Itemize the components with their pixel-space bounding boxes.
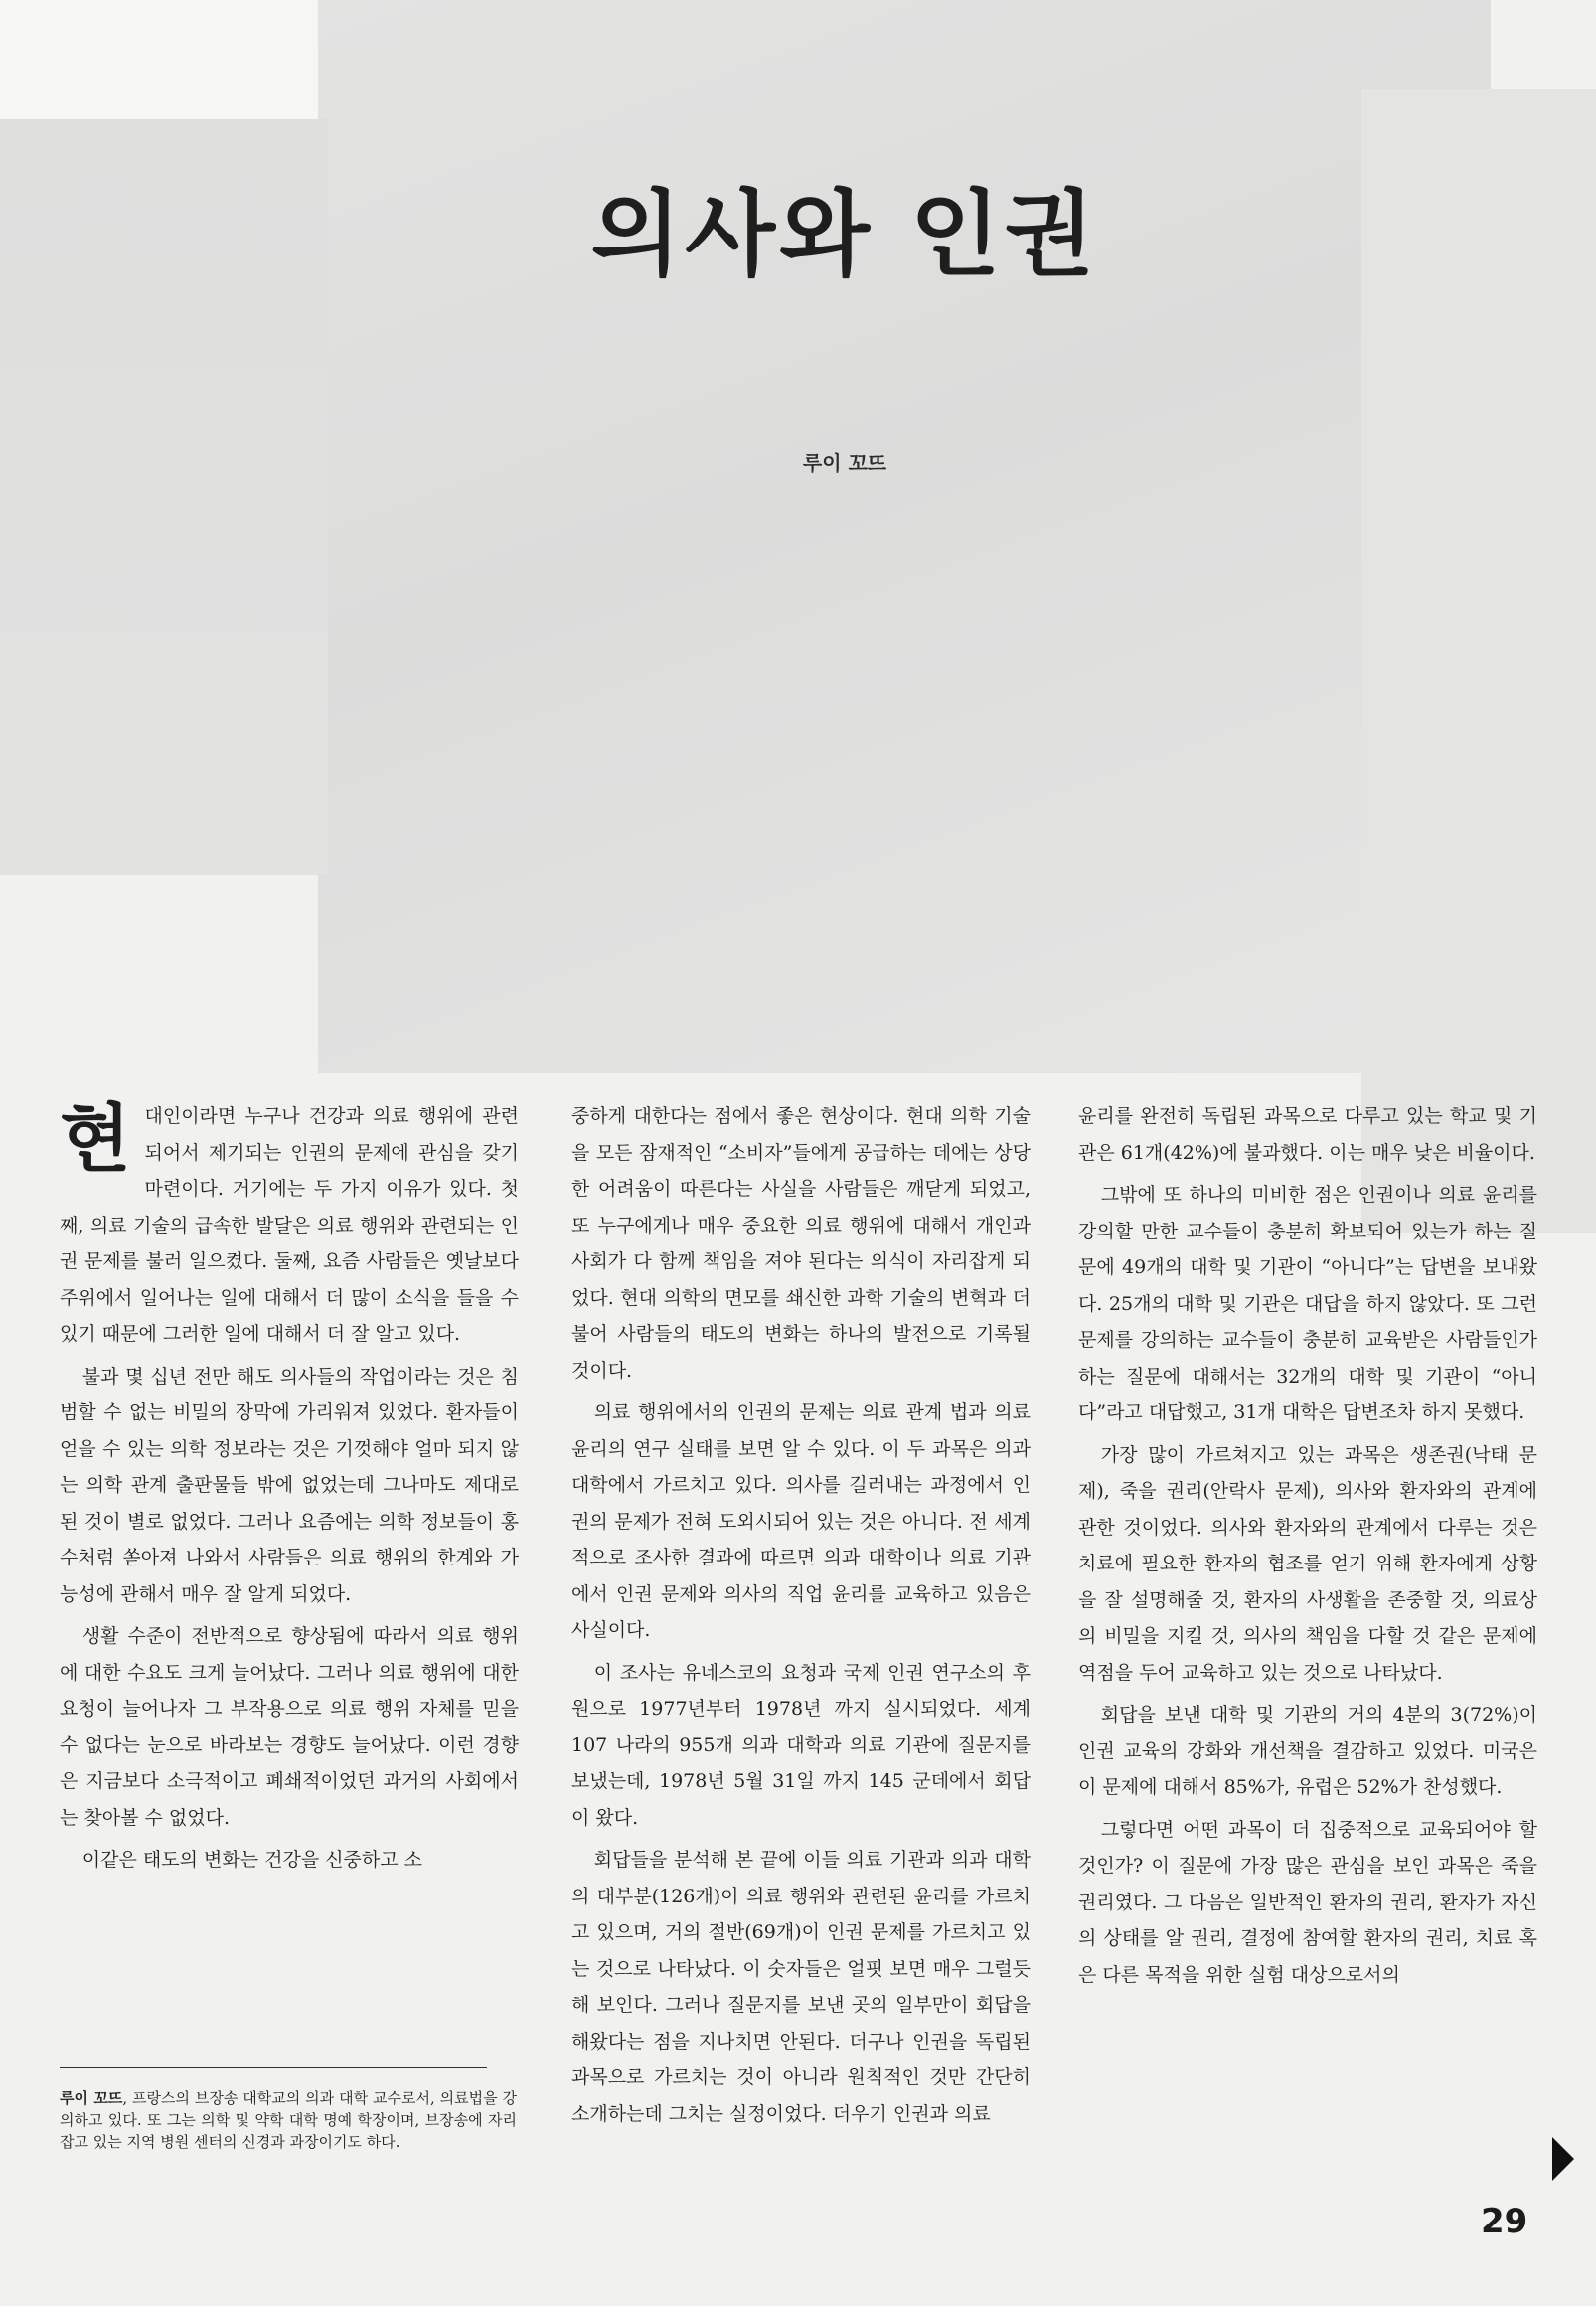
paragraph: 의료 행위에서의 인권의 문제는 의료 관계 법과 의료 윤리의 연구 실태를 보면 알 수 있다. 이 두 과목은 의과 대학에서 가르치고 있다. 의사를 길러내는 과정에서 인권의 문제가 전혀 도외시되어 있는 것은 아니다. 전 세계적으로 조사한 결과에 따르면 의과 대학이나 의료 기관에서 인권 문제와 의사의 직업 윤리를 교육하고 있음은 사실이다. bbox=[571, 1401, 1031, 1641]
text-column-3 bbox=[1078, 1098, 1537, 1993]
paragraph: 그렇다면 어떤 과목이 더 집중적으로 교육되어야 할 것인가? 이 질문에 가장 많은 관심을 보인 과목은 죽을 권리였다. 그 다음은 일반적인 환자의 권리, 환자가 자신의 상태를 알 권리, 결정에 참여할 환자의 권리, 치료 혹은 다른 목적을 위한 실험 대상으로서의 bbox=[1078, 1818, 1537, 1986]
paragraph: 이같은 태도의 변화는 건강을 신중하고 소 bbox=[81, 1849, 423, 1871]
paragraph: 회답들을 분석해 본 끝에 이들 의료 기관과 의과 대학의 대부분(126개)이 의료 행위와 관련된 윤리를 가르치고 있으며, 거의 절반(69개)이 인권 문제를 가르치고 있는 것으로 나타났다. 이 숫자들은 얼핏 보면 매우 그럴듯해 보인다. 그러나 질문지를 보낸 곳의 일부만이 회답을 해왔다는 점을 지나치면 안된다. 더구나 인권을 독립된 과목으로 가르치는 것이 아니라 원칙적인 것만 간단히 소개하는데 그치는 실정이었다. 더우기 인권과 의료 bbox=[571, 1849, 1031, 2125]
page-number: 29 bbox=[1481, 2202, 1528, 2241]
paragraph: 불과 몇 십년 전만 해도 의사들의 작업이라는 것은 침범할 수 없는 비밀의 장막에 가리워져 있었다. 환자들이 얻을 수 있는 의학 정보라는 것은 기껏해야 얼마 되지 않는 의학 관계 출판물들 밖에 없었는데 그나마도 제대로 된 것이 별로 없었다. 그러나 요즘에는 의학 정보들이 홍수처럼 쏟아져 나와서 사람들은 의료 행위의 한계와 가능성에 관해서 매우 잘 알게 되었다. bbox=[60, 1365, 519, 1605]
drop-cap: 현 bbox=[60, 1096, 131, 1182]
continue-arrow-icon bbox=[1552, 2137, 1574, 2181]
background-photo-right bbox=[1361, 89, 1596, 1233]
article-author: 루이 꼬뜨 bbox=[802, 451, 887, 475]
paragraph: 윤리를 완전히 독립된 과목으로 다루고 있는 학교 및 기관은 61개(42%)에 불과했다. 이는 매우 낮은 비율이다. bbox=[1078, 1105, 1537, 1164]
paragraph: 가장 많이 가르쳐지고 있는 과목은 생존권(낙태 문제), 죽을 권리(안락사 문제), 의사와 환자와의 관계에 관한 것이었다. 의사와 환자와의 관계에서 다루는 것은 치료에 필요한 환자의 협조를 얻기 위해 환자에게 상황을 잘 설명해줄 것, 환자의 사생활을 존중할 것, 의료상의 비밀을 지킬 것, 의사의 책임을 다할 것 같은 문제에 역점을 두어 교육하고 있는 것으로 나타났다. bbox=[1078, 1443, 1537, 1684]
article-title: 의사와 인권 bbox=[590, 181, 1099, 289]
bio-text: , 프랑스의 브장송 대학교의 의과 대학 교수로서, 의료법을 강의하고 있다. 또 그는 의학 및 약학 대학 명예 학장이며, 브장송에 자리잡고 있는 지역 병원 센터의 신경과 과장이기도 하다. bbox=[60, 2089, 517, 2151]
paragraph: 그밖에 또 하나의 미비한 점은 인권이나 의료 윤리를 강의할 만한 교수들이 충분히 확보되어 있는가 하는 질문에 49개의 대학 및 기관이 “아니다”는 답변을 보내왔다. 25개의 대학 및 기관은 대답을 하지 않았다. 또 그런 문제를 강의하는 교수들이 충분히 교육받은 사람들인가 하는 질문에 대해서는 32개의 대학 및 기관이 “아니다”라고 대답했고, 31개 대학은 답변조차 하지 못했다. bbox=[1078, 1184, 1537, 1423]
paragraph: 회답을 보낸 대학 및 기관의 거의 4분의 3(72%)이 인권 교육의 강화와 개선책을 결감하고 있었다. 미국은 이 문제에 대해서 85%가, 유럽은 52%가 찬성했다. bbox=[1078, 1704, 1537, 1798]
paragraph: 생활 수준이 전반적으로 향상됨에 따라서 의료 행위에 대한 수요도 크게 늘어났다. 그러나 의료 행위에 대한 요청이 늘어나자 그 부작용으로 의료 행위 자체를 믿을 수 없다는 눈으로 바라보는 경향도 늘어났다. 이런 경향은 지금보다 소극적이고 폐쇄적이었던 과거의 사회에서는 찾아볼 수 없었다. bbox=[60, 1625, 519, 1829]
background-photo-left bbox=[0, 119, 328, 875]
bio-name: 루이 꼬뜨 bbox=[60, 2089, 123, 2107]
bio-divider bbox=[60, 2067, 487, 2068]
text-column-2 bbox=[571, 1098, 1031, 2132]
blank-corner bbox=[0, 0, 318, 119]
author-bio bbox=[60, 2087, 517, 2153]
paragraph: 중하게 대한다는 점에서 좋은 현상이다. 현대 의학 기술을 모든 잠재적인 “소비자”들에게 공급하는 데에는 상당한 어려움이 따른다는 사실을 사람들은 깨닫게 되었고, 또 누구에게나 매우 중요한 의료 행위에 대해서 개인과 사회가 다 함께 책임을 져야 된다는 의식이 자리잡게 되었다. 현대 의학의 면모를 쇄신한 과학 기술의 변혁과 더불어 사람들의 태도의 변화는 하나의 발전으로 기록될 것이다. bbox=[571, 1105, 1031, 1382]
paragraph: 이 조사는 유네스코의 요청과 국제 인권 연구소의 후원으로 1977년부터 1978년 까지 실시되었다. 세계 107 나라의 955개 의과 대학과 의료 기관에 질문지를 보냈는데, 1978년 5월 31일 까지 145 군데에서 회답이 왔다. bbox=[571, 1661, 1031, 1829]
text-column-1 bbox=[60, 1098, 519, 1879]
paragraph: 현대인이라면 누구나 건강과 의료 행위에 관련되어서 제기되는 인권의 문제에 관심을 갖기 마련이다. 거기에는 두 가지 이유가 있다. 첫째, 의료 기술의 급속한 발달은 의료 행위와 관련되는 인권 문제를 불러 일으켰다. 둘째, 요즘 사람들은 옛날보다 주위에서 일어나는 일에 대해서 더 많이 소식을 들을 수 있기 때문에 그러한 일에 대해서 더 잘 알고 있다. bbox=[60, 1096, 519, 1345]
article-body bbox=[60, 1096, 1537, 2212]
